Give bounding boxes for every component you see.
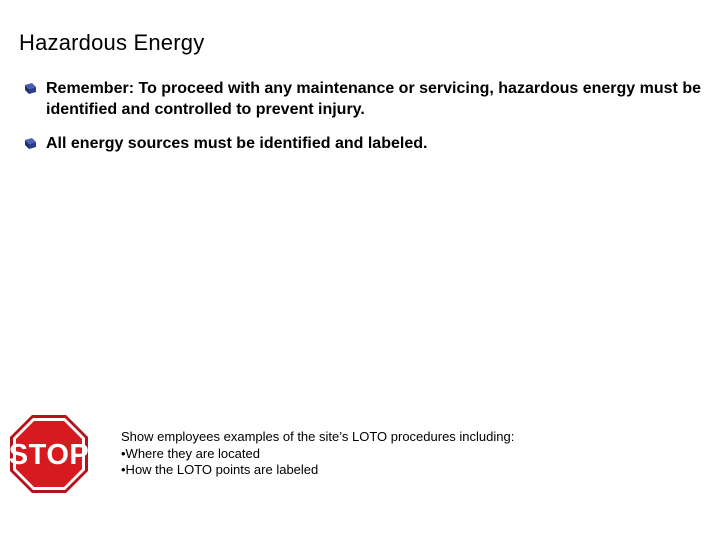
slide-title: Hazardous Energy (19, 30, 205, 55)
diamond-bullet-icon (24, 137, 37, 150)
stop-sign-icon (9, 414, 89, 494)
bullet-list (24, 78, 714, 167)
bullet-text: All energy sources must be identified and labeled. (46, 135, 428, 152)
note-item: •How the LOTO points are labeled (121, 462, 319, 477)
presenter-note (121, 429, 681, 479)
note-item: •Where they are located (121, 445, 260, 461)
bullet-item (24, 78, 714, 120)
bullet-item (24, 133, 714, 154)
note-intro: Show employees examples of the site’s LOTO procedures including: (121, 429, 515, 444)
stop-sign-text: STOP (9, 439, 89, 471)
diamond-bullet-icon (24, 82, 37, 95)
bullet-text: Remember: To proceed with any maintenance or servicing, hazardous energy must be identified and controlled to prevent injury. (46, 80, 701, 118)
